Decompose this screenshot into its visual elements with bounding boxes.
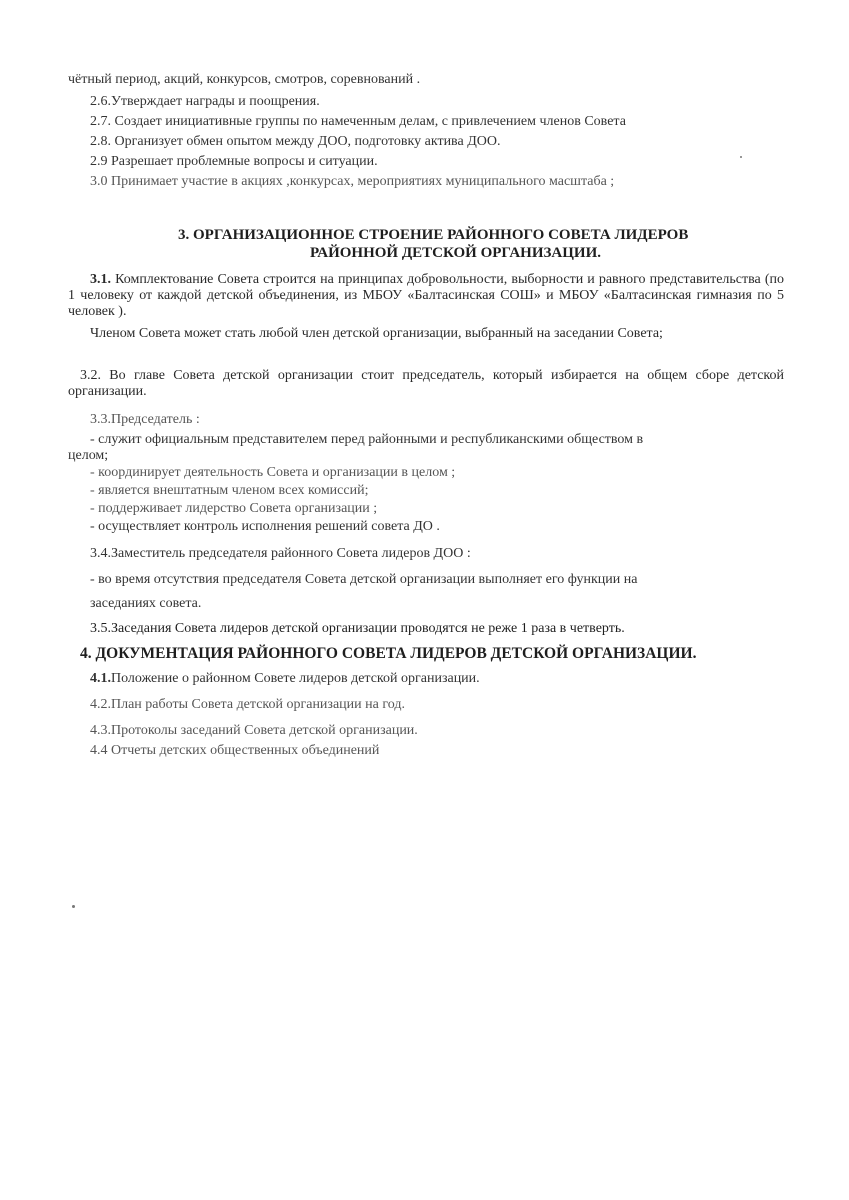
item-3-0: 3.0 Принимает участие в акциях ,конкурсах, мероприятиях муниципального масштаба ; (90, 174, 615, 189)
chairman-duty-3: - является внештатным членом всех комиссий; (90, 483, 369, 498)
doc-item-4-1-text: Положение о районном Совете лидеров детской организации. (111, 671, 480, 686)
deputy-duty: - во время отсутствия председателя Совета детской организации выполняет его функции на (90, 572, 638, 587)
paragraph-3-3-title: 3.3.Председатель : (90, 412, 200, 427)
doc-item-4-2: 4.2.План работы Совета детской организации на год. (90, 697, 405, 712)
chairman-duty-4: - поддерживает лидерство Совета организации ; (90, 501, 378, 516)
item-2-6: 2.6.Утверждает награды и поощрения. (90, 94, 320, 109)
chairman-duty-2: - координирует деятельность Совета и организации в целом ; (90, 465, 456, 480)
paragraph-3-1-member: Членом Совета может стать любой член детской организации, выбранный на заседании Совета; (90, 326, 663, 341)
section-3-title-line-2: РАЙОННОЙ ДЕТСКОЙ ОРГАНИЗАЦИИ. (310, 245, 601, 261)
doc-item-4-1-number: 4.1. (90, 671, 111, 686)
chairman-duty-5: - осуществляет контроль исполнения решений совета ДО . (90, 519, 440, 534)
scan-speck (72, 905, 75, 908)
item-2-7: 2.7. Создает инициативные группы по намеченным делам, с привлечением членов Совета (90, 114, 626, 129)
section-4-title: 4. ДОКУМЕНТАЦИЯ РАЙОННОГО СОВЕТА ЛИДЕРОВ ДЕТСКОЙ ОРГАНИЗАЦИИ. (80, 645, 697, 662)
paragraph-3-2: 3.2. Во главе Совета детской организации стоит председатель, который избирается на общем сборе детской организации. (68, 368, 784, 399)
section-3-title-line-1: 3. ОРГАНИЗАЦИОННОЕ СТРОЕНИЕ РАЙОННОГО СОВЕТА ЛИДЕРОВ (178, 227, 689, 243)
paragraph-3-1-number: 3.1. (90, 272, 111, 287)
paragraph-3-1-text: Комплектование Совета строится на принципах добровольности, выборности и равного представительства (по 1 человеку от каждой детской объединения, из МБОУ «Балтасинская СОШ» и МБОУ «Балтасинская гимназия по 5 человек ). (68, 272, 784, 319)
scan-speck (740, 156, 742, 158)
item-2-8: 2.8. Организует обмен опытом между ДОО, подготовку актива ДОО. (90, 134, 501, 149)
doc-item-4-1 (90, 671, 480, 687)
doc-item-4-3: 4.3.Протоколы заседаний Совета детской организации. (90, 723, 418, 738)
paragraph-3-5: 3.5.Заседания Совета лидеров детской организации проводятся не реже 1 раза в четверть. (90, 621, 625, 636)
deputy-duty-cont: заседаниях совета. (90, 596, 202, 611)
paragraph-3-4-title: 3.4.Заместитель председателя районного Совета лидеров ДОО : (90, 546, 471, 561)
item-2-9: 2.9 Разрешает проблемные вопросы и ситуации. (90, 154, 378, 169)
chairman-duty-1: - служит официальным представителем перед районными и республиканскими обществом в (90, 432, 644, 447)
chairman-duty-1-cont: целом; (68, 448, 109, 463)
paragraph-3-1 (68, 272, 784, 320)
text-line-continuation: чётный период, акций, конкурсов, смотров, соревнований . (68, 72, 421, 87)
doc-item-4-4: 4.4 Отчеты детских общественных объединений (90, 743, 380, 758)
